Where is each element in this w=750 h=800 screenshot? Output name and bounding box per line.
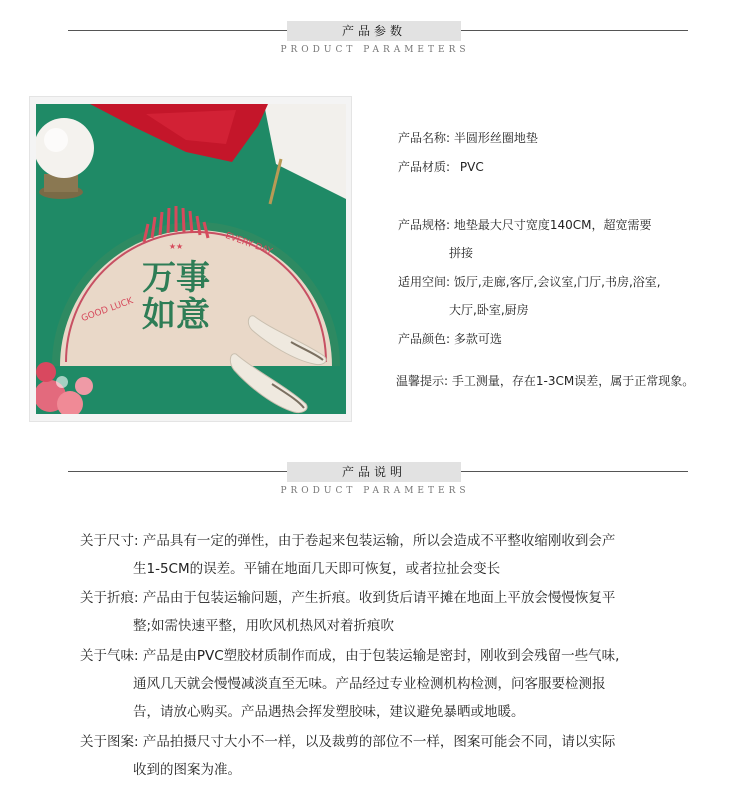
spec-space-label: 适用空间:: [398, 275, 451, 289]
desc-smell: 关于气味: 产品是由PVC塑胶材质制作而成，由于包装运输是密封，刚收到会残留一些气味,: [80, 648, 620, 664]
spec-material: [398, 158, 484, 176]
mat-text-right: EVERY DAY: [223, 230, 274, 258]
desc-size-cont: 生1-5CM的误差。平铺在地面几天即可恢复，或者拉扯会变长: [133, 561, 501, 577]
spec-space-value-cont: 大厅,卧室,厨房: [449, 303, 529, 317]
header-rule-left: [68, 30, 288, 31]
spec-size-value-cont: 拼接: [449, 246, 474, 260]
spec-size-value: 地垫最大尺寸宽度140CM，超宽需要: [453, 218, 652, 232]
spec-name: [398, 129, 538, 147]
spec-material-value: PVC: [459, 160, 484, 174]
desc-crease: 关于折痕: 产品由于包装运输问题，产生折痕。收到货后请平摊在地面上平放会慢慢恢复平: [80, 590, 616, 606]
header-rule-right: [460, 30, 688, 31]
spec-color-label: 产品颜色:: [398, 332, 451, 346]
spec-space-cont: [449, 301, 529, 319]
product-photo: [36, 104, 346, 414]
spec-size: [398, 216, 652, 234]
desc-section-header: [0, 462, 750, 512]
header-rule-right: [460, 471, 688, 472]
desc-smell-cont-2: 告，请放心购买。产品遇热会挥发塑胶味，建议避免暴晒或地暖。: [133, 704, 525, 720]
spec-color-value: 多款可选: [453, 332, 502, 346]
desc-subtitle: PRODUCT PARAMETERS: [280, 486, 470, 496]
spec-color: [398, 330, 502, 348]
header-rule-left: [68, 471, 288, 472]
params-section-header: [0, 21, 750, 71]
desc-pattern: 关于图案: 产品拍摄尺寸大小不一样，以及裁剪的部位不一样，图案可能会不同，请以实际: [80, 734, 616, 750]
params-subtitle: PRODUCT PARAMETERS: [280, 45, 470, 55]
spec-tip-value: 手工测量，存在1-3CM误差，属于正常现象。: [451, 374, 695, 388]
mat-text-left: GOOD LUCK: [80, 296, 135, 325]
spec-material-label: 产品材质:: [398, 160, 451, 174]
mat-stars: ★★: [168, 242, 184, 251]
desc-size: 关于尺寸: 产品具有一定的弹性，由于卷起来包装运输，所以会造成不平整收缩刚收到会产: [80, 533, 616, 549]
mat-text-line-2: 如意: [142, 295, 210, 335]
mat-text-line-1: 万事: [142, 258, 210, 298]
spec-space-value: 饭厅,走廊,客厅,会议室,门厅,书房,浴室,: [453, 275, 661, 289]
spec-size-label: 产品规格:: [398, 218, 451, 232]
spec-tip: [396, 372, 694, 390]
globe-lamp: [36, 118, 94, 178]
params-title: 产品参数: [287, 21, 461, 41]
spec-name-value: 半圆形丝圈地垫: [453, 131, 538, 145]
spec-space: [398, 273, 661, 291]
desc-smell-cont-1: 通风几天就会慢慢减淡直至无味。产品经过专业检测机构检测，问客服要检测报: [133, 676, 606, 692]
spec-name-label: 产品名称:: [398, 131, 451, 145]
desc-title: 产品说明: [287, 462, 461, 482]
spec-tip-label: 温馨提示:: [396, 374, 449, 388]
desc-pattern-cont: 收到的图案为准。: [133, 762, 241, 778]
desc-crease-cont: 整;如需快速平整，用吹风机热风对着折痕吹: [133, 618, 395, 634]
spec-size-cont: [449, 244, 473, 262]
